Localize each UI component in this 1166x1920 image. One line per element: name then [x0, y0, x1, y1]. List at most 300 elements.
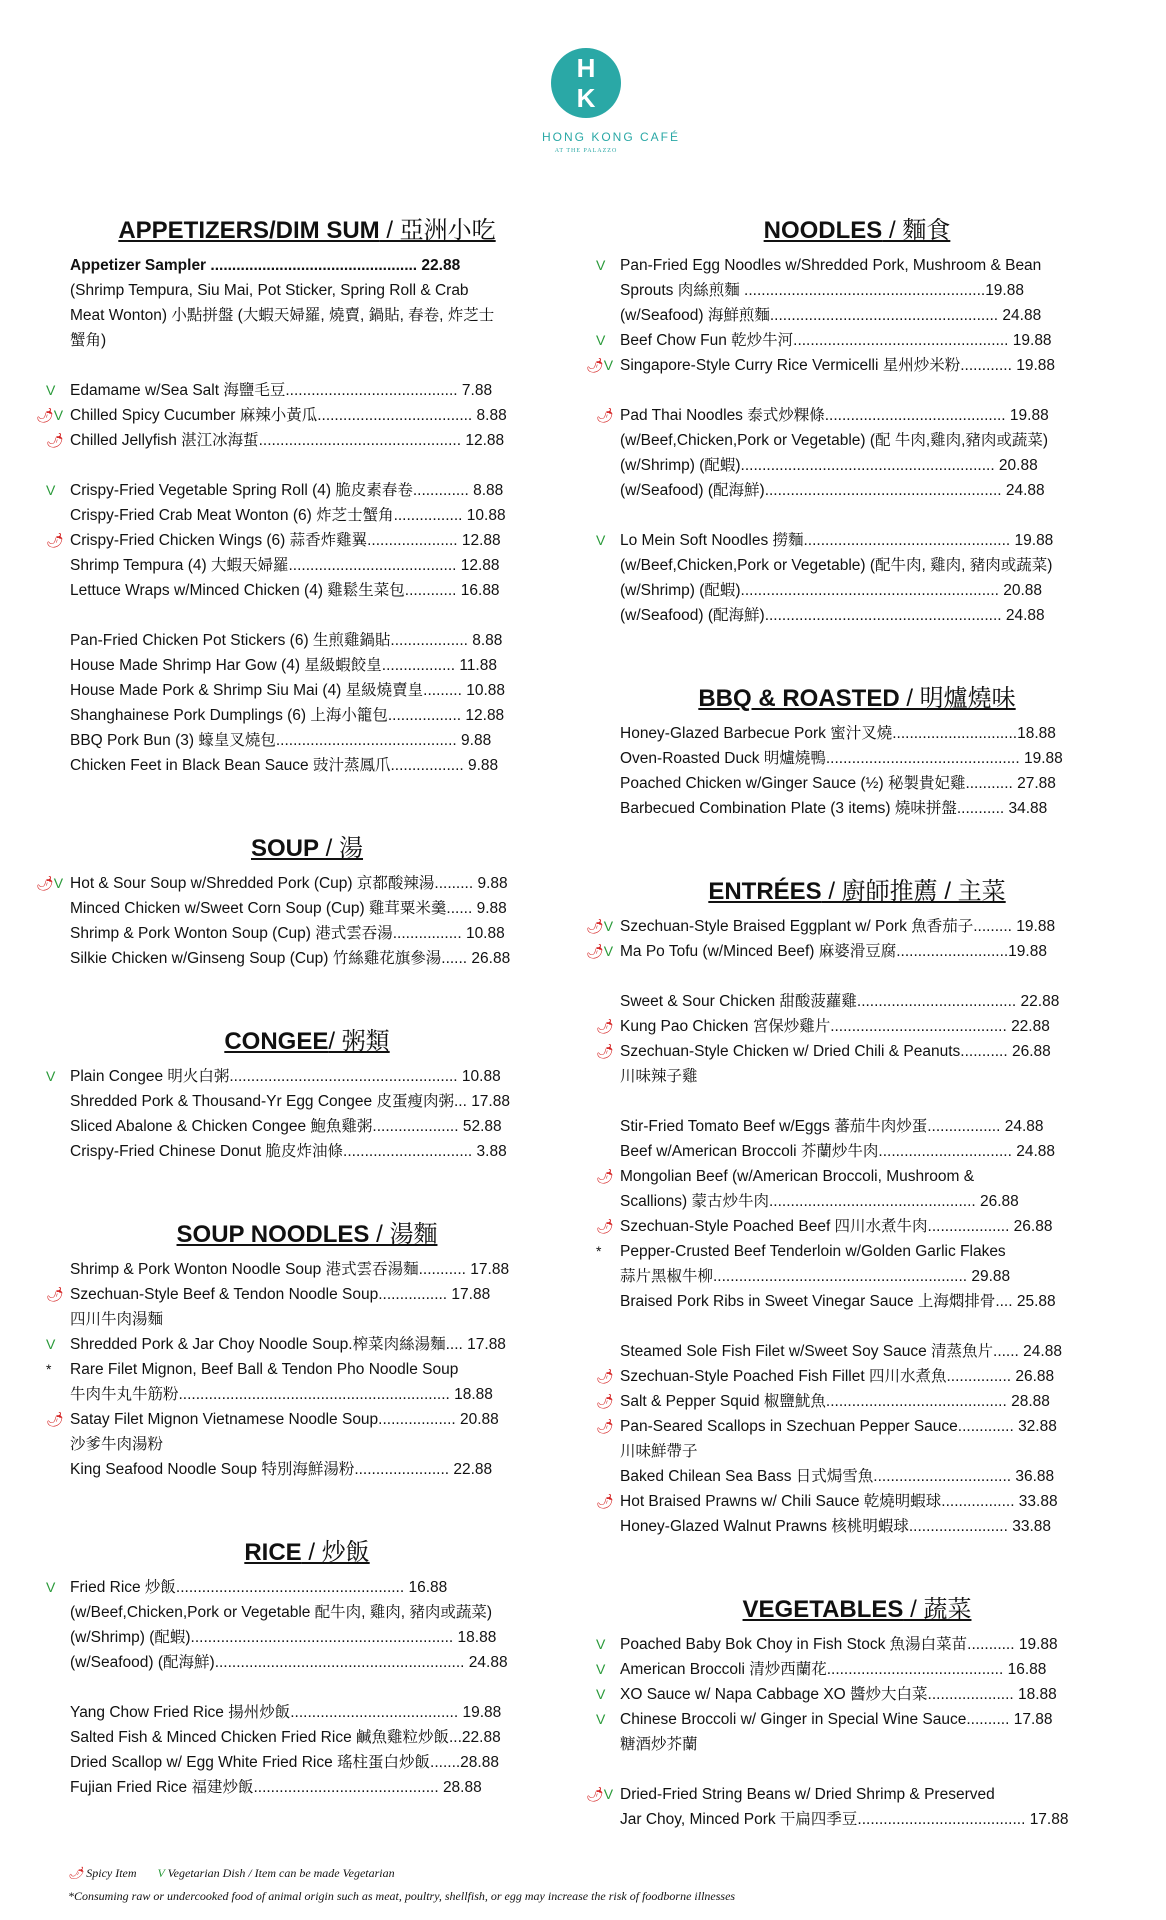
menu-item	[602, 1189, 1112, 1214]
menu-item	[46, 428, 562, 453]
section-heading-zh: / 湯麵	[369, 1221, 438, 1248]
section-spacer	[52, 1164, 562, 1214]
menu-item	[596, 1239, 1112, 1264]
menu-item	[36, 871, 562, 896]
chili-icon: 🌶	[46, 1411, 64, 1427]
menu-item-text: Salt & Pepper Squid 椒鹽魷魚.......................................... 28.88	[620, 1393, 1050, 1410]
veg-icon	[46, 478, 55, 503]
menu-item	[52, 1457, 562, 1482]
menu-item-text: Shrimp & Pork Wonton Noodle Soup 港式雲吞湯麵........... 17.88	[70, 1261, 510, 1278]
menu-item-text: 糖酒炒芥蘭	[620, 1736, 698, 1753]
menu-item-text: Szechuan-Style Poached Fish Fillet 四川水煮魚............... 26.88	[620, 1368, 1055, 1385]
chili-veg-icon	[36, 403, 63, 428]
veg-icon: V	[53, 407, 64, 423]
menu-item-text: (Shrimp Tempura, Siu Mai, Pot Sticker, Spring Roll & Crab	[70, 282, 469, 299]
section-heading	[602, 1589, 1112, 1624]
item-spacer	[52, 453, 562, 478]
section-heading-zh: / 粥類	[328, 1028, 390, 1055]
section-heading-zh: / 湯	[319, 835, 364, 862]
menu-item-text: 牛肉牛丸牛筋粉............................................................... 18.88	[70, 1386, 493, 1403]
section-heading-zh: / 廚師推薦 / 主菜	[821, 878, 1006, 905]
menu-item	[52, 753, 562, 778]
menu-item-text: House Made Shrimp Har Gow (4) 星級蝦餃皇................. 11.88	[70, 657, 497, 674]
menu-item	[52, 1139, 562, 1164]
menu-item	[602, 1464, 1112, 1489]
menu-item	[602, 303, 1112, 328]
section-heading-zh: / 炒飯	[301, 1539, 370, 1566]
veg-icon	[46, 1064, 55, 1089]
chili-icon: 🌶	[596, 1393, 614, 1409]
item-spacer	[52, 353, 562, 378]
menu-item	[602, 1339, 1112, 1364]
section-spacer	[602, 821, 1112, 871]
menu-item	[52, 1725, 562, 1750]
menu-item	[596, 1039, 1112, 1064]
menu-item	[46, 1407, 562, 1432]
menu-item-text: Braised Pork Ribs in Sweet Vinegar Sauce 上海燜排骨.... 25.88	[620, 1293, 1056, 1310]
veg-icon: V	[596, 532, 606, 548]
menu-item	[52, 628, 562, 653]
menu-item-text: Barbecued Combination Plate (3 items) 燒味拼盤........... 34.88	[620, 800, 1048, 817]
menu-item-text: Crispy-Fried Chicken Wings (6) 蒜香炸雞翼..................... 12.88	[70, 532, 501, 549]
menu-item	[596, 1214, 1112, 1239]
veg-icon: V	[46, 482, 56, 498]
menu-item	[596, 1632, 1112, 1657]
menu-item	[52, 653, 562, 678]
menu-item-text: Szechuan-Style Chicken w/ Dried Chili & Peanuts........... 26.88	[620, 1043, 1051, 1060]
veg-icon	[596, 328, 605, 353]
menu-item	[596, 1164, 1112, 1189]
veg-icon: V	[603, 943, 614, 959]
menu-item	[52, 1257, 562, 1282]
menu-item	[602, 721, 1112, 746]
section-heading	[52, 828, 562, 863]
menu-item	[596, 403, 1112, 428]
menu-item-text: Pad Thai Noodles 泰式炒粿條.......................................... 19.88	[620, 407, 1049, 424]
menu-item	[52, 1600, 562, 1625]
menu-item	[602, 1514, 1112, 1539]
menu-item-text: Hot & Sour Soup w/Shredded Pork (Cup) 京都酸辣湯......... 9.88	[70, 875, 508, 892]
menu-item-text: Dried Scallop w/ Egg White Fried Rice 瑤柱蛋白炒飯.......28.88	[70, 1754, 499, 1771]
menu-item-text: (w/Seafood) (配海鮮).......................................................... 24.88	[70, 1654, 508, 1671]
menu-item	[52, 703, 562, 728]
veg-icon	[46, 378, 55, 403]
menu-item	[586, 939, 1112, 964]
menu-item-text: Poached Chicken w/Ginger Sauce (½) 秘製貴妃雞........... 27.88	[620, 775, 1056, 792]
item-spacer	[602, 503, 1112, 528]
item-spacer	[602, 964, 1112, 989]
chili-icon	[46, 528, 64, 553]
chili-icon: 🌶	[586, 1786, 604, 1802]
menu-item-text: Appetizer Sampler ................................................ 22.88	[70, 257, 461, 274]
menu-item	[46, 1575, 562, 1600]
menu-item	[602, 428, 1112, 453]
veg-icon	[596, 1707, 605, 1732]
menu-item	[602, 1064, 1112, 1089]
chili-icon: 🌶	[46, 532, 64, 548]
section-heading-zh: / 亞洲小吃	[379, 217, 496, 244]
menu-item	[46, 1332, 562, 1357]
menu-item	[52, 1625, 562, 1650]
menu-item-text: Szechuan-Style Braised Eggplant w/ Pork 魚香茄子......... 19.88	[620, 918, 1056, 935]
menu-item-text: Rare Filet Mignon, Beef Ball & Tendon Pho Noodle Soup	[70, 1361, 459, 1378]
chili-icon: 🌶	[36, 407, 54, 423]
spicy-legend: Spicy Item	[86, 1866, 137, 1880]
brand-logo	[542, 48, 681, 154]
menu-item	[596, 1414, 1112, 1439]
brand-name: HONG KONG CAFÉ	[542, 130, 681, 144]
section-heading	[52, 210, 562, 245]
menu-item	[602, 1114, 1112, 1139]
menu-item	[602, 1289, 1112, 1314]
chili-veg-icon	[586, 353, 613, 378]
section-heading-en: BBQ & ROASTED	[698, 685, 900, 712]
veg-icon	[596, 1657, 605, 1682]
menu-item	[46, 528, 562, 553]
menu-item-text: Chicken Feet in Black Bean Sauce 豉汁蒸鳳爪................. 9.88	[70, 757, 499, 774]
menu-item	[602, 989, 1112, 1014]
section-spacer	[52, 971, 562, 1021]
section-heading	[52, 1214, 562, 1249]
chili-icon	[596, 1414, 614, 1439]
menu-item-text: Pepper-Crusted Beef Tenderloin w/Golden Garlic Flakes	[620, 1243, 1006, 1260]
menu-item	[52, 1114, 562, 1139]
chili-icon	[596, 1364, 614, 1389]
section-heading-zh: / 蔬菜	[903, 1596, 972, 1623]
menu-item	[52, 1750, 562, 1775]
menu-item	[586, 353, 1112, 378]
menu-item-text: (w/Beef,Chicken,Pork or Vegetable 配牛肉, 雞肉, 豬肉或蔬菜)	[70, 1604, 493, 1621]
chili-icon: 🌶	[68, 1866, 84, 1880]
menu-item-text: (w/Seafood) (配海鮮)....................................................... 24.88	[620, 607, 1045, 624]
menu-item	[46, 1357, 562, 1382]
item-spacer	[602, 1314, 1112, 1339]
veg-icon: V	[46, 1068, 56, 1084]
menu-column-left	[36, 210, 562, 1800]
menu-item-text: Beef Chow Fun 乾炒牛河.................................................. 19.88	[620, 332, 1052, 349]
menu-item	[52, 303, 562, 328]
brand-tagline: AT THE PALAZZO	[554, 148, 618, 154]
menu-item	[596, 1707, 1112, 1732]
item-spacer	[52, 1675, 562, 1700]
menu-item-text: Edamame w/Sea Salt 海鹽毛豆........................................ 7.88	[70, 382, 493, 399]
menu-item	[602, 478, 1112, 503]
menu-item-text: Silkie Chicken w/Ginseng Soup (Cup) 竹絲雞花旗參湯...... 26.88	[70, 950, 511, 967]
menu-item-text: Singapore-Style Curry Rice Vermicelli 星州炒米粉............ 19.88	[620, 357, 1055, 374]
menu-item-text: Steamed Sole Fish Filet w/Sweet Soy Sauce 清蒸魚片...... 24.88	[620, 1343, 1062, 1360]
menu-item	[602, 553, 1112, 578]
menu-item	[52, 896, 562, 921]
menu-item	[596, 1389, 1112, 1414]
menu-item-text: Yang Chow Fried Rice 揚州炒飯....................................... 19.88	[70, 1704, 502, 1721]
menu-item-text: 川味鮮帶子	[620, 1443, 698, 1460]
menu-item-text: Pan-Seared Scallops in Szechuan Pepper Sauce............. 32.88	[620, 1418, 1057, 1435]
veg-icon: V	[46, 1336, 56, 1352]
veg-icon: V	[603, 1786, 614, 1802]
menu-item	[52, 1382, 562, 1407]
menu-item	[52, 578, 562, 603]
veg-icon	[596, 253, 605, 278]
menu-item-text: 蟹角)	[70, 332, 107, 349]
chili-icon	[46, 428, 64, 453]
veg-icon	[46, 1332, 55, 1357]
menu-item	[586, 914, 1112, 939]
menu-item	[52, 1775, 562, 1800]
menu-item-text: Minced Chicken w/Sweet Corn Soup (Cup) 雞茸粟米羹...... 9.88	[70, 900, 507, 917]
menu-item-text: Mongolian Beef (w/American Broccoli, Mushroom &	[620, 1168, 975, 1185]
chili-icon	[46, 1407, 64, 1432]
chili-veg-icon	[36, 871, 63, 896]
veg-icon: V	[46, 1579, 56, 1595]
menu-item-text: (w/Seafood) (配海鮮)....................................................... 24.88	[620, 482, 1045, 499]
asterisk-icon: *	[68, 1889, 74, 1903]
menu-item	[602, 1439, 1112, 1464]
menu-item-text: Hot Braised Prawns w/ Chili Sauce 乾燒明蝦球................. 33.88	[620, 1493, 1058, 1510]
menu-item	[596, 1364, 1112, 1389]
menu-item	[52, 328, 562, 353]
menu-column-right	[586, 210, 1112, 1832]
section-heading-en: NOODLES	[763, 217, 883, 244]
menu-item-text: Sprouts 肉絲煎麵 ........................................................19.88	[620, 282, 1024, 299]
menu-item-text: Ma Po Tofu (w/Minced Beef) 麻婆滑豆腐..........................19.88	[620, 943, 1047, 960]
veg-icon: V	[603, 357, 614, 373]
menu-item	[596, 528, 1112, 553]
chili-icon: 🌶	[596, 1168, 614, 1184]
menu-item-text: Chilled Spicy Cucumber 麻辣小黃瓜.................................... 8.88	[70, 407, 507, 424]
menu-item-text: Salted Fish & Minced Chicken Fried Rice 鹹魚雞粒炒飯...22.88	[70, 1729, 501, 1746]
menu-item-text: Meat Wonton) 小點拼盤 (大蝦天婦羅, 燒賣, 鍋貼, 春卷, 炸芝士	[70, 307, 495, 324]
veg-icon: V	[596, 1711, 606, 1727]
menu-item-text: Sliced Abalone & Chicken Congee 鮑魚雞粥.................... 52.88	[70, 1118, 502, 1135]
chili-icon	[46, 1282, 64, 1307]
menu-item-text: Fujian Fried Rice 福建炒飯........................................... 28.88	[70, 1779, 482, 1796]
menu-item	[602, 1139, 1112, 1164]
menu-item	[586, 1782, 1112, 1807]
menu-item	[52, 1700, 562, 1725]
chili-icon: 🌶	[596, 1368, 614, 1384]
menu-item	[52, 921, 562, 946]
menu-item	[602, 578, 1112, 603]
menu-item-text: Szechuan-Style Beef & Tendon Noodle Soup................ 17.88	[70, 1286, 491, 1303]
menu-item-text: Crispy-Fried Vegetable Spring Roll (4) 脆皮素春卷............. 8.88	[70, 482, 504, 499]
menu-item-text: Jar Choy, Minced Pork 干扁四季豆....................................... 17.88	[620, 1811, 1069, 1828]
menu-item	[602, 453, 1112, 478]
menu-item-text: Stir-Fried Tomato Beef w/Eggs 蕃茄牛肉炒蛋................. 24.88	[620, 1118, 1044, 1135]
section-heading	[602, 678, 1112, 713]
item-spacer	[52, 603, 562, 628]
disclaimer-row	[68, 1889, 735, 1904]
menu-item-text: (w/Seafood) 海鮮煎麵..................................................... 24.88	[620, 307, 1042, 324]
menu-item-text: Shredded Pork & Jar Choy Noodle Soup.榨菜肉絲湯麵.... 17.88	[70, 1336, 506, 1353]
veg-icon: V	[596, 257, 606, 273]
menu-item-text: Baked Chilean Sea Bass 日式焗雪魚................................ 36.88	[620, 1468, 1055, 1485]
menu-item	[602, 771, 1112, 796]
section-heading-en: RICE	[244, 1539, 302, 1566]
chili-icon: 🌶	[586, 357, 604, 373]
veg-icon	[46, 1575, 55, 1600]
chili-icon: 🌶	[46, 432, 64, 448]
chili-veg-icon	[586, 914, 613, 939]
menu-item	[52, 1307, 562, 1332]
menu-item-text: House Made Pork & Shrimp Siu Mai (4) 星級燒賣皇......... 10.88	[70, 682, 506, 699]
menu-item-text: (w/Beef,Chicken,Pork or Vegetable) (配牛肉, 雞肉, 豬肉或蔬菜)	[620, 557, 1053, 574]
menu-item-text: Shrimp & Pork Wonton Soup (Cup) 港式雲吞湯................ 10.88	[70, 925, 505, 942]
menu-item-text: Honey-Glazed Walnut Prawns 核桃明蝦球....................... 33.88	[620, 1518, 1051, 1535]
menu-item-text: King Seafood Noodle Soup 特別海鮮湯粉...................... 22.88	[70, 1461, 493, 1478]
menu-item	[596, 1682, 1112, 1707]
veg-legend: Vegetarian Dish / Item can be made Vegetarian	[167, 1866, 395, 1880]
section-heading	[602, 871, 1112, 906]
chili-icon: 🌶	[596, 407, 614, 423]
veg-icon: V	[603, 918, 614, 934]
menu-item	[52, 946, 562, 971]
section-heading-en: ENTRÉES	[708, 878, 822, 905]
menu-item-text: XO Sauce w/ Napa Cabbage XO 醬炒大白菜.................... 18.88	[620, 1686, 1057, 1703]
menu-item	[52, 553, 562, 578]
section-spacer	[52, 1482, 562, 1532]
asterisk-icon: *	[596, 1243, 602, 1259]
menu-item	[52, 1432, 562, 1457]
section-heading-zh: / 麵食	[882, 217, 951, 244]
menu-item	[52, 728, 562, 753]
menu-item	[602, 278, 1112, 303]
chili-icon: 🌶	[46, 1286, 64, 1302]
menu-item	[602, 746, 1112, 771]
menu-item-text: Sweet & Sour Chicken 甜酸菠蘿雞..................................... 22.88	[620, 993, 1060, 1010]
menu-item-text: Fried Rice 炒飯..................................................... 16.88	[70, 1579, 448, 1596]
section-heading	[52, 1532, 562, 1567]
menu-item-text: Dried-Fried String Beans w/ Dried Shrimp & Preserved	[620, 1786, 995, 1803]
menu-item	[596, 253, 1112, 278]
menu-item	[52, 253, 562, 278]
veg-icon: V	[53, 875, 64, 891]
item-spacer	[602, 1089, 1112, 1114]
veg-icon: V	[46, 382, 56, 398]
menu-item-text: Szechuan-Style Poached Beef 四川水煮牛肉................... 26.88	[620, 1218, 1053, 1235]
section-heading	[52, 1021, 562, 1056]
menu-item-text: (w/Beef,Chicken,Pork or Vegetable) (配 牛肉,雞肉,豬肉或蔬菜)	[620, 432, 1049, 449]
menu-item	[46, 1282, 562, 1307]
menu-item-text: Shredded Pork & Thousand-Yr Egg Congee 皮蛋瘦肉粥... 17.88	[70, 1093, 510, 1110]
menu-item-text: Crispy-Fried Crab Meat Wonton (6) 炸芝士蟹角................ 10.88	[70, 507, 506, 524]
menu-item	[602, 1807, 1112, 1832]
menu-item	[52, 503, 562, 528]
menu-item-text: (w/Shrimp) (配蝦)............................................................ 20.88	[620, 582, 1043, 599]
chili-icon: 🌶	[36, 875, 54, 891]
section-heading-zh: / 明爐燒味	[899, 685, 1016, 712]
menu-item-text: Chinese Broccoli w/ Ginger in Special Wine Sauce.......... 17.88	[620, 1711, 1053, 1728]
menu-item	[52, 1650, 562, 1675]
section-heading	[602, 210, 1112, 245]
menu-item-text: (w/Shrimp) (配蝦)............................................................. 18.88	[70, 1629, 497, 1646]
menu-item-text: 蒜片黑椒牛柳........................................................... 29.88	[620, 1268, 1011, 1285]
menu-item	[596, 1014, 1112, 1039]
menu-item-text: Crispy-Fried Chinese Donut 脆皮炸油條.............................. 3.88	[70, 1143, 507, 1160]
menu-item-text: Chilled Jellyfish 湛江冰海蜇............................................... 12.88	[70, 432, 505, 449]
menu-item	[46, 378, 562, 403]
raw-food-disclaimer: Consuming raw or undercooked food of animal origin such as meat, poultry, shellfish, or egg may increase the risk of foodborne illnesses	[74, 1889, 736, 1903]
logo-letter-k: K	[576, 83, 596, 113]
menu-item-text: Plain Congee 明火白粥..................................................... 10.88	[70, 1068, 501, 1085]
menu-item	[596, 1489, 1112, 1514]
menu-item-text: Pan-Fried Chicken Pot Stickers (6) 生煎雞鍋貼.................. 8.88	[70, 632, 503, 649]
section-heading-en: SOUP	[250, 835, 319, 862]
logo-letter-h: H	[576, 53, 596, 83]
menu-item	[602, 1732, 1112, 1757]
chili-icon: 🌶	[596, 1493, 614, 1509]
menu-item-text: 四川牛肉湯麵	[70, 1311, 164, 1328]
menu-item-text: Scallions) 蒙古炒牛肉................................................ 26.88	[620, 1193, 1019, 1210]
chili-icon	[596, 1214, 614, 1239]
menu-item	[52, 278, 562, 303]
chili-icon: 🌶	[586, 918, 604, 934]
menu-legend	[68, 1866, 735, 1912]
section-spacer	[602, 628, 1112, 678]
legend-row	[68, 1866, 735, 1881]
menu-item-text: BBQ Pork Bun (3) 蠔皇叉燒包.......................................... 9.88	[70, 732, 492, 749]
veg-icon	[596, 1682, 605, 1707]
chili-veg-icon	[586, 1782, 613, 1807]
chili-icon	[596, 1389, 614, 1414]
chili-icon: 🌶	[596, 1418, 614, 1434]
menu-item-text: Pan-Fried Egg Noodles w/Shredded Pork, Mushroom & Bean	[620, 257, 1042, 274]
veg-icon: V	[596, 1661, 606, 1677]
asterisk-icon: *	[46, 1361, 52, 1377]
section-spacer	[52, 778, 562, 828]
menu-item-text: Oven-Roasted Duck 明爐燒鴨............................................. 19.88	[620, 750, 1063, 767]
chili-icon: 🌶	[596, 1043, 614, 1059]
chili-icon	[596, 1039, 614, 1064]
menu-item-text: Beef w/American Broccoli 芥蘭炒牛肉............................... 24.88	[620, 1143, 1055, 1160]
veg-icon: V	[596, 332, 606, 348]
veg-icon: V	[157, 1866, 165, 1880]
section-heading-en: SOUP NOODLES	[176, 1221, 370, 1248]
menu-item-text: Honey-Glazed Barbecue Pork 蜜汁叉燒.............................18.88	[620, 725, 1056, 742]
section-spacer	[602, 1539, 1112, 1589]
menu-item-text: (w/Shrimp) (配蝦)........................................................... 20.88	[620, 457, 1038, 474]
menu-item-text: 沙爹牛肉湯粉	[70, 1436, 164, 1453]
menu-item	[46, 1064, 562, 1089]
menu-item-text: American Broccoli 清炒西蘭花......................................... 16.88	[620, 1661, 1047, 1678]
menu-item	[52, 678, 562, 703]
menu-item	[602, 1264, 1112, 1289]
menu-item	[602, 796, 1112, 821]
menu-item	[602, 603, 1112, 628]
veg-icon: V	[596, 1686, 606, 1702]
veg-icon: V	[596, 1636, 606, 1652]
logo-badge	[551, 48, 621, 118]
chili-icon: 🌶	[596, 1218, 614, 1234]
menu-item-text: Satay Filet Mignon Vietnamese Noodle Soup.................. 20.88	[70, 1411, 499, 1428]
chili-icon: 🌶	[586, 943, 604, 959]
menu-item	[46, 478, 562, 503]
menu-item-text: Shrimp Tempura (4) 大蝦天婦羅....................................... 12.88	[70, 557, 500, 574]
chili-icon	[596, 1489, 614, 1514]
menu-item-text: Kung Pao Chicken 宮保炒雞片......................................... 22.88	[620, 1018, 1050, 1035]
chili-icon	[596, 403, 614, 428]
chili-icon	[596, 1164, 614, 1189]
veg-icon	[596, 1632, 605, 1657]
chili-veg-icon	[586, 939, 613, 964]
menu-item	[36, 403, 562, 428]
menu-item	[596, 1657, 1112, 1682]
menu-item-text: 川味辣子雞	[620, 1068, 698, 1085]
menu-item-text: Lo Mein Soft Noodles 撈麵................................................ 19.88	[620, 532, 1054, 549]
menu-item	[596, 328, 1112, 353]
chili-icon	[596, 1014, 614, 1039]
section-heading-en: APPETIZERS/DIM SUM	[118, 217, 380, 244]
chili-icon: 🌶	[596, 1018, 614, 1034]
